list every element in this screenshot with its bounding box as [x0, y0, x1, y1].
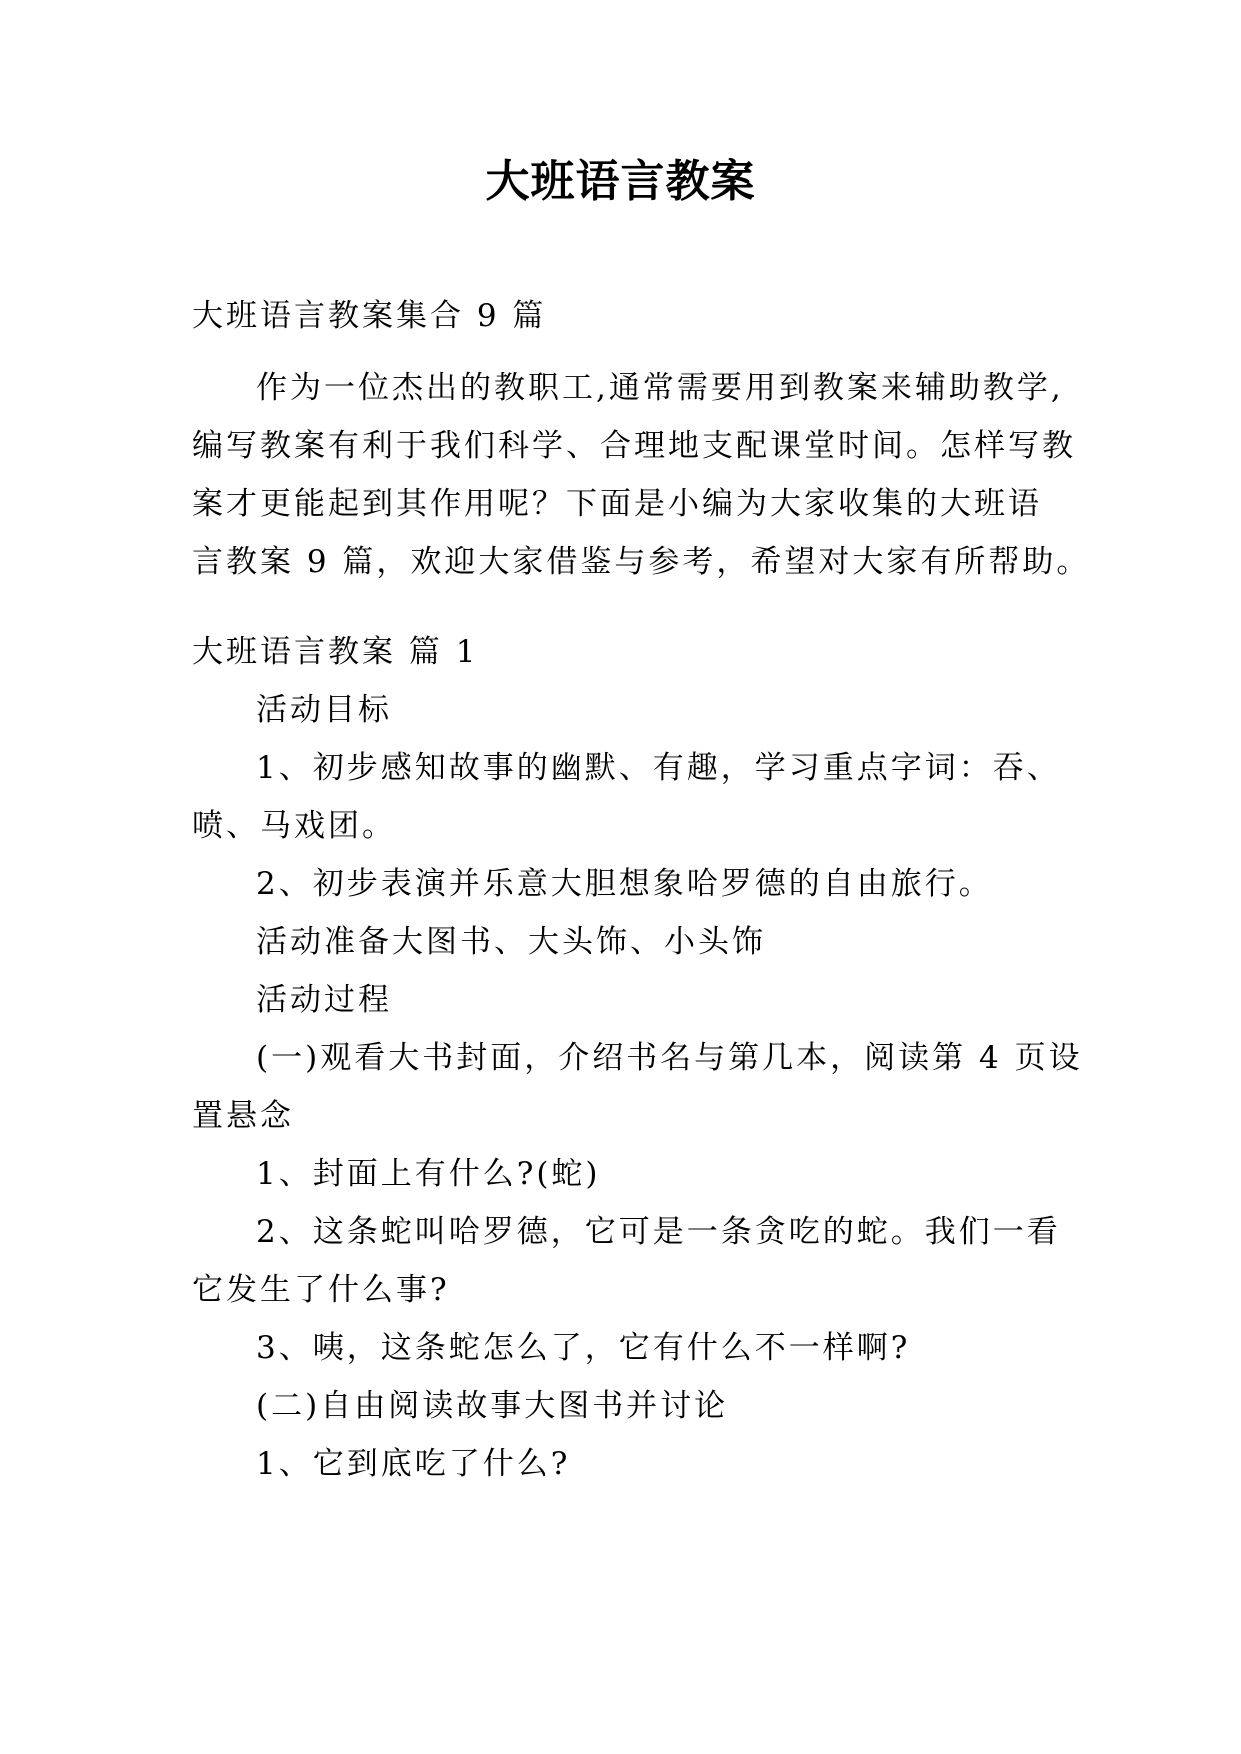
body-line: 喷、马戏团。 [192, 808, 396, 844]
body-line: 活动过程 [256, 982, 392, 1018]
intro-line: 编写教案有利于我们科学、合理地支配课堂时间。怎样写教 [192, 428, 1076, 464]
intro-line: 言教案 9 篇，欢迎大家借鉴与参考，希望对大家有所帮助。 [192, 544, 1091, 580]
document-subtitle: 大班语言教案集合 9 篇 [192, 298, 547, 334]
section-heading: 大班语言教案 篇 1 [192, 634, 479, 670]
body-line: (二)自由阅读故事大图书并讨论 [256, 1388, 729, 1424]
body-line: 置悬念 [192, 1098, 294, 1134]
body-line: 它发生了什么事? [192, 1272, 450, 1308]
body-line: 2、初步表演并乐意大胆想象哈罗德的自由旅行。 [256, 866, 993, 902]
body-line: 1、它到底吃了什么? [256, 1446, 571, 1482]
body-line: 2、这条蛇叫哈罗德，它可是一条贪吃的蛇。我们一看 [256, 1214, 1061, 1250]
body-line: (一)观看大书封面，介绍书名与第几本，阅读第 4 页设 [256, 1040, 1083, 1076]
body-line: 活动目标 [256, 692, 392, 728]
intro-line: 作为一位杰出的教职工,通常需要用到教案来辅助教学, [256, 370, 1064, 406]
body-line: 活动准备大图书、大头饰、小头饰 [256, 924, 766, 960]
intro-line: 案才更能起到其作用呢？下面是小编为大家收集的大班语 [192, 486, 1042, 522]
body-line: 1、封面上有什么?(蛇) [256, 1156, 601, 1192]
body-line: 3、咦，这条蛇怎么了，它有什么不一样啊? [256, 1330, 911, 1366]
document-title: 大班语言教案 [485, 156, 756, 207]
body-line: 1、初步感知故事的幽默、有趣，学习重点字词：吞、 [256, 750, 1061, 786]
